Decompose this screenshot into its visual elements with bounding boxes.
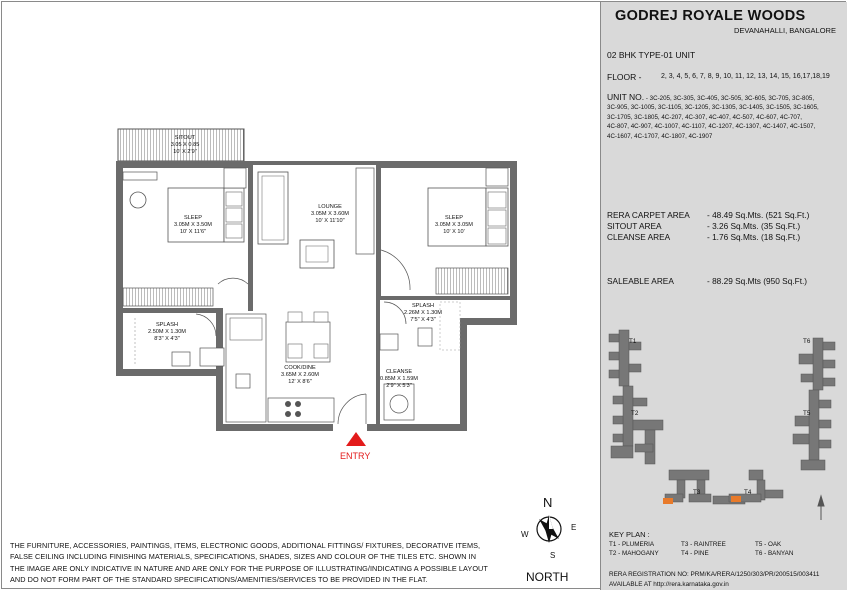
- room-name: LOUNGE: [318, 204, 342, 210]
- entry-label: ENTRY: [340, 451, 371, 461]
- room-name: CLEANSE: [385, 369, 413, 375]
- room-dim-metric: 2.50M X 1.30M: [148, 329, 186, 335]
- rera-registration: RERA REGISTRATION NO: PRM/KA/RERA/1250/303/PR/200515/003411: [609, 571, 820, 578]
- area-value: - 3.26 Sq.Mts. (35 Sq.Ft.): [707, 221, 801, 231]
- room-dim-imperial: 10' X 11'10": [315, 218, 345, 224]
- unit-line: 4C-807, 4C-907, 4C-1007, 4C-1107, 4C-1207, 4C-1307, 4C-1407, 4C-1507,: [607, 123, 816, 131]
- room-dim-imperial: 8'3" X 4'3": [154, 336, 180, 342]
- room-label-splash1: [137, 322, 197, 343]
- compass-s: S: [550, 551, 556, 560]
- compass-w: W: [521, 530, 529, 539]
- compass-n: N: [543, 495, 553, 510]
- room-name: SITOUT: [174, 135, 196, 141]
- room-dim-metric: 3.05M X 3.05M: [435, 222, 473, 228]
- unit-line: 3C-905, 3C-1005, 3C-1105, 3C-1205, 3C-1305, 3C-1405, 3C-1505, 3C-1605,: [607, 104, 819, 112]
- unit-numbers: [607, 93, 845, 141]
- room-name: SPLASH: [411, 303, 435, 309]
- room-dim-metric: 3.05M X 3.60M: [311, 211, 349, 217]
- unit-type: 02 BHK TYPE-01 UNIT: [607, 50, 696, 60]
- floor-values: 2, 3, 4, 5, 6, 7, 8, 9, 10, 11, 12, 13, 14, 15, 16,17,18,19: [661, 73, 830, 80]
- brand-title: GODREJ ROYALE WOODS: [615, 8, 806, 24]
- legend-item: T5 - OAK: [755, 541, 782, 548]
- tower-label-t1: T1: [629, 338, 637, 345]
- room-label-sleep1: [163, 215, 223, 236]
- area-label: RERA CARPET AREA: [607, 210, 690, 220]
- unit-line: - 3C-205, 3C-305, 3C-405, 3C-505, 3C-605, 3C-705, 3C-805,: [645, 95, 815, 102]
- room-name: SLEEP: [444, 215, 464, 221]
- area-label: SITOUT AREA: [607, 221, 662, 231]
- area-value: - 1.76 Sq.Mts. (18 Sq.Ft.): [707, 232, 801, 242]
- legend-item: T6 - BANYAN: [755, 550, 794, 557]
- room-name: SPLASH: [155, 322, 179, 328]
- room-dim-imperial: 10' X 11'6": [179, 229, 207, 235]
- room-dim-imperial: 10' X 2'9": [173, 149, 197, 155]
- saleable-label: SALEABLE AREA: [607, 276, 674, 286]
- room-dim-imperial: 2'9" X 5'3": [386, 383, 412, 389]
- unit-line: 3C-1705, 3C-1805, 4C-207, 4C-307, 4C-407, 4C-507, 4C-607, 4C-707,: [607, 113, 803, 121]
- tower-label-t6: T6: [803, 338, 811, 345]
- key-plan-map: [605, 324, 843, 524]
- legend-item: T4 - PINE: [681, 550, 709, 557]
- room-label-splash2: [393, 303, 453, 324]
- room-dim-metric: 3.65M X 2.60M: [281, 372, 319, 378]
- room-name: COOK/DINE: [284, 365, 316, 371]
- unit-label: UNIT NO.: [607, 92, 645, 102]
- floor-label: FLOOR -: [607, 72, 642, 82]
- room-label-sleep2: [424, 215, 484, 236]
- info-panel: [600, 2, 847, 590]
- room-label-cleanse: [370, 369, 428, 390]
- area-label: CLEANSE AREA: [607, 232, 671, 242]
- saleable-value: - 88.29 Sq.Mts (950 Sq.Ft.): [707, 276, 808, 286]
- tower-label-t5: T5: [803, 410, 811, 417]
- room-label-lounge: [300, 204, 360, 225]
- key-plan-title: KEY PLAN :: [609, 530, 650, 539]
- room-dim-metric: 2.26M X 1.30M: [404, 310, 442, 316]
- tower-label-t2: T2: [631, 410, 639, 417]
- area-value: - 48.49 Sq.Mts. (521 Sq.Ft.): [707, 210, 810, 220]
- entry-arrow: [346, 432, 366, 446]
- unit-line: 4C-1607, 4C-1707, 4C-1807, 4C-1907: [607, 132, 713, 140]
- compass-e: E: [571, 523, 577, 532]
- room-dim-imperial: 7'5" X 4'3": [410, 317, 436, 323]
- legend-item: T3 - RAINTREE: [681, 541, 726, 548]
- room-name: SLEEP: [183, 215, 203, 221]
- location-text: DEVANAHALLI, BANGALORE: [734, 26, 836, 35]
- room-dim-imperial: 12' X 8'6": [288, 379, 312, 385]
- room-dim-imperial: 10' X 10': [443, 229, 465, 235]
- disclaimer-text: THE FURNITURE, ACCESSORIES, PAINTINGS, ITEMS, ELECTRONIC GOODS, ADDITIONAL FITTINGS/ FIXTURES, DECORATIVE ITEMS, FALSE CEILING INCLUDING FINISHING MATERIALS, SPECIFICATIONS, SHADES, SIZES AND COLOUR OF THE TILES ETC. SHOWN IN THE IMAGE ARE ONLY INDICATIVE IN NATURE AND ARE ONLY FOR THE PURPOSE OF ILLUSTRATING/INDICATING A POSSIBLE LAYOUT AND DO NOT FORM PART OF THE STANDARD SPECIFICATIONS/AMENITIES/SERVICES TO BE PROVIDED IN THE FLAT.: [10, 541, 488, 585]
- tower-label-t4: T4: [744, 489, 752, 496]
- legend-item: T2 - MAHOGANY: [609, 550, 659, 557]
- room-dim-metric: 0.85M X 1.59M: [380, 376, 418, 382]
- rera-available: AVAILABLE AT http://rera.karnataka.gov.in: [609, 581, 729, 588]
- legend-item: T1 - PLUMERIA: [609, 541, 655, 548]
- room-label-cook: [270, 365, 330, 386]
- room-dim-metric: 3.05M X 3.50M: [174, 222, 212, 228]
- tower-label-t3: T3: [693, 489, 701, 496]
- room-dim-metric: 3.05 X 0.85: [170, 142, 200, 148]
- north-caption: NORTH: [526, 570, 569, 584]
- room-label-sitout: [160, 135, 210, 156]
